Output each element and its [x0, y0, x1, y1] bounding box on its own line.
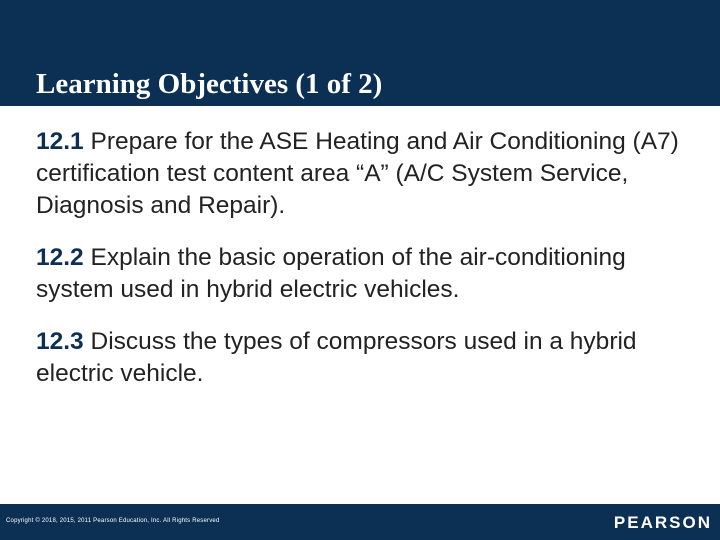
objective-text: Prepare for the ASE Heating and Air Conditioning (A7) certification test content area “A” (A/C System Service, Diagnosis and Repair). — [36, 128, 679, 219]
objective-item — [36, 326, 696, 390]
objective-number: 12.1 — [36, 128, 84, 155]
objective-text: Explain the basic operation of the air-conditioning system used in hybrid electric vehicles. — [36, 244, 626, 303]
pearson-logo: PEARSON — [613, 513, 712, 532]
objectives-list — [36, 126, 696, 410]
objective-text: Discuss the types of compressors used in a hybrid electric vehicle. — [36, 328, 637, 387]
objective-item — [36, 126, 696, 222]
header-bar — [0, 0, 720, 106]
objective-item — [36, 242, 696, 306]
header-divider — [0, 106, 720, 112]
objective-number: 12.2 — [36, 244, 84, 271]
slide-title: Learning Objectives (1 of 2) — [36, 68, 383, 100]
copyright-notice: Copyright © 2018, 2015, 2011 Pearson Education, Inc. All Rights Reserved — [6, 518, 220, 524]
footer-bar — [0, 504, 720, 540]
objective-number: 12.3 — [36, 328, 84, 355]
